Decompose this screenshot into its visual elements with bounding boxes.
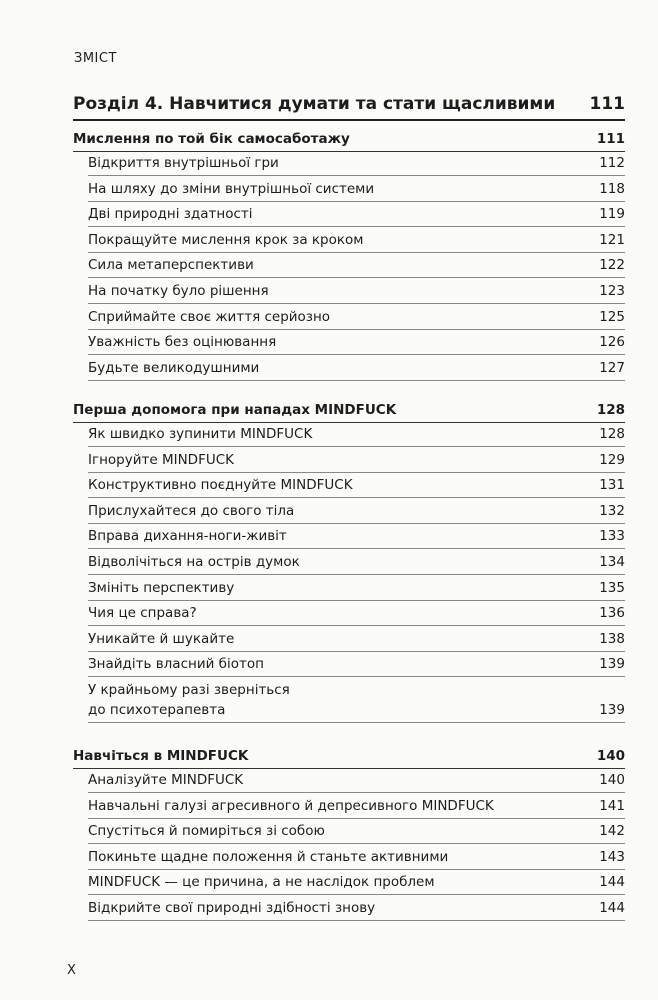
toc-entry[interactable] [88,230,625,250]
entry-page: 126 [599,334,625,351]
toc-entry[interactable] [88,526,625,546]
toc-entry[interactable] [88,578,625,598]
entry-rule [88,523,625,524]
entry-rule [88,676,625,677]
entry-title: У крайньому разі зверніться до психотерапевта [88,682,290,718]
entry-page: 138 [599,630,625,647]
entry-title: Ігноруйте MINDFUCK [88,451,235,468]
entry-page: 136 [599,605,625,622]
entry-rule [88,548,625,549]
entry-page: 131 [599,477,625,494]
entry-rule [88,497,625,498]
entry-page: 139 [599,702,625,718]
entry-title: Змініть перспективу [88,579,235,596]
entry-title: Відкриття внутрішньої гри [88,155,279,171]
section-page: 140 [596,748,625,764]
entry-rule [88,303,625,304]
entry-title: Аналізуйте MINDFUCK [88,772,244,788]
toc-entry[interactable] [88,898,625,918]
entry-title: Покиньте щадне положення й станьте активними [88,848,449,865]
toc-entry[interactable] [88,552,625,572]
toc-entry[interactable] [88,204,625,224]
toc-entry[interactable] [88,872,625,892]
entry-rule [88,446,625,447]
entry-page: 123 [599,283,625,299]
entry-rule [88,651,625,652]
entry-page: 143 [599,848,625,865]
entry-rule [88,869,625,870]
entry-title: Спустіться й помиріться зі собою [88,823,325,840]
section-heading[interactable] [73,127,625,147]
entry-rule [88,175,625,176]
entry-title: Навчальні галузі агресивного й депресивного MINDFUCK [88,797,494,814]
entry-page: 135 [599,579,625,596]
entry-page: 139 [599,656,625,673]
section-title: Мислення по той бік самосаботажу [73,131,350,147]
entry-rule [88,201,625,202]
toc-entry[interactable] [88,821,625,841]
entry-title: Знайдіть власний біотоп [88,656,264,673]
entry-page: 129 [599,451,625,468]
entry-rule [88,792,625,793]
toc-entry[interactable] [88,450,625,470]
entry-page: 144 [599,874,625,891]
section-page: 111 [596,131,625,147]
entry-rule [88,818,625,819]
entry-title: Відволічіться на острів думок [88,554,300,570]
entry-rule [88,920,625,921]
entry-rule [88,226,625,227]
page-number: X [67,963,76,978]
entry-page: 144 [599,900,625,916]
section-heading[interactable] [73,744,625,764]
section-rule [73,422,625,423]
entry-page: 132 [599,502,625,519]
section-page: 128 [596,402,625,418]
toc-entry[interactable] [88,179,625,199]
entry-rule [88,574,625,575]
toc-entry[interactable] [88,603,625,623]
entry-rule [88,329,625,330]
toc-entry[interactable] [88,281,625,301]
toc-entry[interactable] [88,332,625,352]
entry-title: Конструктивно поєднуйте MINDFUCK [88,477,353,494]
toc-entry[interactable] [88,153,625,173]
entry-rule [88,843,625,844]
section-rule [73,151,625,152]
entry-page: 133 [599,528,625,545]
entry-title: Сприймайте своє життя серйозно [88,308,331,325]
chapter-rule [73,119,625,121]
entry-title: Дві природні здатності [88,206,253,223]
toc-entry[interactable] [88,424,625,444]
entry-page: 125 [599,308,625,325]
toc-entry[interactable] [88,654,625,674]
entry-title: На шляху до зміни внутрішньої системи [88,180,375,197]
entry-rule [88,472,625,473]
entry-page: 141 [599,797,625,814]
running-header: ЗМІСТ [74,51,117,66]
entry-title: Вправа дихання-ноги-живіт [88,528,287,545]
entry-page: 118 [599,180,625,197]
entry-title: Прислухайтеся до свого тіла [88,502,295,519]
chapter-page: 111 [589,94,625,114]
entry-page: 121 [599,231,625,248]
entry-title: Як швидко зупинити MINDFUCK [88,426,313,442]
chapter-title: Розділ 4. Навчитися думати та стати щасливими [73,94,556,114]
entry-rule [88,894,625,895]
entry-title: Відкрийте свої природні здібності знову [88,900,376,916]
entry-rule [88,600,625,601]
entry-page: 122 [599,257,625,274]
entry-rule [88,252,625,253]
section-title: Перша допомога при нападах MINDFUCK [73,402,397,418]
entry-title: Уважність без оцінювання [88,334,277,351]
entry-title: MINDFUCK — це причина, а не наслідок проблем [88,874,435,891]
entry-page: 112 [599,155,625,171]
entry-page: 128 [599,426,625,442]
toc-entry[interactable] [88,629,625,649]
toc-entry[interactable] [88,501,625,521]
toc-entry[interactable] [88,796,625,816]
entry-title: Покращуйте мислення крок за кроком [88,231,364,248]
entry-page: 127 [599,359,625,376]
section-rule [73,768,625,769]
toc-entry[interactable] [88,255,625,275]
entry-page: 119 [599,206,625,223]
entry-title: Уникайте й шукайте [88,630,235,647]
entry-page: 134 [599,554,625,570]
entry-rule [88,277,625,278]
entry-rule [88,380,625,381]
entry-rule [88,354,625,355]
toc-entry[interactable] [88,307,625,327]
entry-rule [88,625,625,626]
chapter-heading[interactable] [73,88,625,114]
toc-entry[interactable] [88,358,625,378]
toc-entry[interactable] [88,680,625,720]
toc-entry[interactable] [88,847,625,867]
toc-entry[interactable] [88,770,625,790]
section-heading[interactable] [73,398,625,418]
toc-entry[interactable] [88,475,625,495]
entry-rule [88,722,625,723]
entry-title: Чия це справа? [88,605,197,622]
entry-page: 140 [599,772,625,788]
entry-title: Будьте великодушними [88,359,260,376]
entry-title: На початку було рішення [88,283,269,299]
entry-title: Сила метаперспективи [88,257,254,274]
section-title: Навчіться в MINDFUCK [73,748,249,764]
entry-page: 142 [599,823,625,840]
